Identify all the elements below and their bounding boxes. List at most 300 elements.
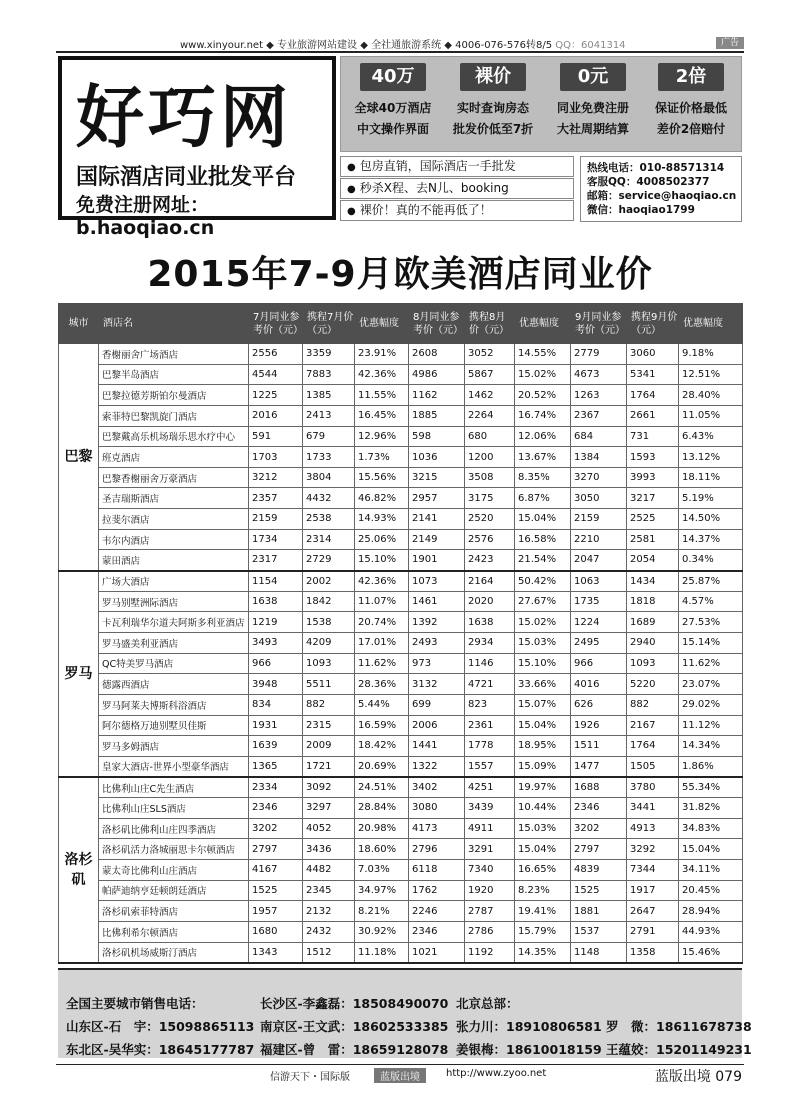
price-cell: 2345 [303, 880, 355, 901]
table-row [59, 467, 743, 488]
price-cell: 3212 [249, 467, 303, 488]
hotel-name-cell: 拉斐尔酒店 [99, 509, 249, 530]
price-cell: 679 [303, 426, 355, 447]
price-cell: 27.67% [515, 591, 571, 612]
price-cell: 4052 [303, 818, 355, 839]
price-cell: 3993 [627, 467, 679, 488]
sales-heading: 全国主要城市销售电话： [66, 996, 204, 1011]
price-cell: 1385 [303, 385, 355, 406]
price-cell: 591 [249, 426, 303, 447]
price-cell: 3132 [409, 674, 465, 695]
price-cell: 11.18% [355, 942, 409, 963]
price-cell: 1764 [627, 385, 679, 406]
price-cell: 4721 [465, 674, 515, 695]
table-row [59, 777, 743, 798]
price-cell: 2346 [409, 921, 465, 942]
table-row [59, 839, 743, 860]
price-cell: 18.95% [515, 736, 571, 757]
price-cell: 1162 [409, 385, 465, 406]
feature-4 [643, 63, 739, 137]
price-cell: 14.34% [679, 736, 743, 757]
price-cell: 684 [571, 426, 627, 447]
price-cell: 1557 [465, 756, 515, 777]
table-body [59, 344, 743, 963]
price-cell: 3092 [303, 777, 355, 798]
price-cell: 2264 [465, 405, 515, 426]
price-cell: 15.03% [515, 818, 571, 839]
price-cell: 1638 [249, 591, 303, 612]
hotel-name-cell: 蒙田酒店 [99, 550, 249, 571]
price-cell: 3297 [303, 798, 355, 819]
price-cell: 16.59% [355, 715, 409, 736]
price-cell: 1.86% [679, 756, 743, 777]
table-row [59, 901, 743, 922]
price-cell: 28.84% [355, 798, 409, 819]
price-cell: 2047 [571, 550, 627, 571]
price-cell: 15.02% [515, 364, 571, 385]
price-cell: 1734 [249, 529, 303, 550]
price-cell: 2786 [465, 921, 515, 942]
feature-line1: 同业免费注册 [556, 101, 629, 115]
table-row [59, 550, 743, 571]
sales-contact: 长沙区-李鑫磊：18508490070 [260, 996, 449, 1011]
price-cell: 3217 [627, 488, 679, 509]
header-info-line [180, 36, 626, 51]
feature-line1: 保证价格最低 [654, 101, 727, 115]
feature-line2: 大社周期结算 [556, 122, 629, 136]
hotel-name-cell: 洛杉矶比佛利山庄四季酒店 [99, 818, 249, 839]
price-cell: 1343 [249, 942, 303, 963]
feature-head: 裸价 [460, 63, 526, 91]
hotel-name-cell: 广场大酒店 [99, 571, 249, 592]
price-cell: 4167 [249, 860, 303, 881]
price-cell: 42.36% [355, 364, 409, 385]
price-cell: 15.79% [515, 921, 571, 942]
price-cell: 15.04% [679, 839, 743, 860]
hotel-name-cell: 德露西酒店 [99, 674, 249, 695]
price-cell: 1931 [249, 715, 303, 736]
table-header-row [59, 304, 743, 344]
column-header: 8月同业参考价（元） [409, 304, 465, 344]
price-cell: 28.36% [355, 674, 409, 695]
price-cell: 16.65% [515, 860, 571, 881]
hotel-name-cell: 罗马阿莱夫博斯科浴酒店 [99, 694, 249, 715]
price-cell: 1358 [627, 942, 679, 963]
price-cell: 0.34% [679, 550, 743, 571]
price-cell: 12.51% [679, 364, 743, 385]
table-row [59, 591, 743, 612]
price-cell: 1917 [627, 880, 679, 901]
table-row [59, 488, 743, 509]
price-cell: 1322 [409, 756, 465, 777]
price-cell: 4251 [465, 777, 515, 798]
price-cell: 13.67% [515, 447, 571, 468]
price-cell: 1638 [465, 612, 515, 633]
price-cell: 2334 [249, 777, 303, 798]
bottom-divider [56, 1064, 744, 1065]
header-info-text: www.xinyour.net ◆ 专业旅游网站建设 ◆ 全社通旅游系统 ◆ 4006-076-576转8/5 [180, 40, 553, 51]
table-row [59, 612, 743, 633]
price-cell: 2016 [249, 405, 303, 426]
price-cell: 2006 [409, 715, 465, 736]
price-cell: 11.62% [355, 653, 409, 674]
price-cell: 1093 [303, 653, 355, 674]
hotel-name-cell: QC特美罗马酒店 [99, 653, 249, 674]
price-cell: 23.91% [355, 344, 409, 365]
price-cell: 23.07% [679, 674, 743, 695]
price-cell: 1920 [465, 880, 515, 901]
price-cell: 2132 [303, 901, 355, 922]
price-cell: 1063 [571, 571, 627, 592]
price-cell: 2940 [627, 632, 679, 653]
price-cell: 2317 [249, 550, 303, 571]
price-cell: 15.46% [679, 942, 743, 963]
price-cell: 2210 [571, 529, 627, 550]
price-cell: 3948 [249, 674, 303, 695]
price-cell: 2647 [627, 901, 679, 922]
contact-box [580, 156, 742, 222]
price-cell: 1764 [627, 736, 679, 757]
website-url: http://www.zyoo.net [446, 1068, 547, 1079]
table-row [59, 860, 743, 881]
feature-line1: 全球40万酒店 [354, 101, 432, 115]
column-header: 携程7月价（元） [303, 304, 355, 344]
price-cell: 1703 [249, 447, 303, 468]
price-cell: 2576 [465, 529, 515, 550]
price-cell: 9.18% [679, 344, 743, 365]
price-cell: 1818 [627, 591, 679, 612]
price-cell: 680 [465, 426, 515, 447]
price-cell: 2423 [465, 550, 515, 571]
price-cell: 2413 [303, 405, 355, 426]
contact-wechat: 微信：haoqiao1799 [587, 204, 695, 216]
price-cell: 42.36% [355, 571, 409, 592]
city-cell: 洛杉 矶 [59, 777, 99, 963]
price-table [58, 303, 743, 964]
hotel-name-cell: 洛杉矶机场威斯汀酒店 [99, 942, 249, 963]
price-cell: 2791 [627, 921, 679, 942]
publication-name: 信游天下・国际版 [270, 1072, 350, 1083]
sales-contact: 南京区-王文武：18602533385 [260, 1019, 449, 1034]
bullet-item: ● 包房直销，国际酒店一手批发 [340, 156, 574, 177]
table-row [59, 715, 743, 736]
price-cell: 731 [627, 426, 679, 447]
table-row [59, 818, 743, 839]
price-cell: 834 [249, 694, 303, 715]
sales-contacts [58, 968, 752, 1058]
price-cell: 11.62% [679, 653, 743, 674]
hotel-name-cell: 比佛利山庄SLS酒店 [99, 798, 249, 819]
table-row [59, 529, 743, 550]
price-cell: 19.97% [515, 777, 571, 798]
feature-line2: 中文操作界面 [356, 122, 429, 136]
price-cell: 1021 [409, 942, 465, 963]
price-cell: 2164 [465, 571, 515, 592]
price-cell: 4911 [465, 818, 515, 839]
price-cell: 1689 [627, 612, 679, 633]
price-cell: 14.35% [515, 942, 571, 963]
price-cell: 8.23% [515, 880, 571, 901]
price-cell: 966 [249, 653, 303, 674]
hotel-name-cell: 香榭丽舍广场酒店 [99, 344, 249, 365]
price-cell: 1733 [303, 447, 355, 468]
price-cell: 2934 [465, 632, 515, 653]
price-cell: 2796 [409, 839, 465, 860]
table-row [59, 798, 743, 819]
hotel-name-cell: 巴黎半岛酒店 [99, 364, 249, 385]
price-cell: 25.06% [355, 529, 409, 550]
hotel-name-cell: 比佛利山庄C先生酒店 [99, 777, 249, 798]
hotel-name-cell: 索菲特巴黎凯旋门酒店 [99, 405, 249, 426]
price-cell: 4544 [249, 364, 303, 385]
table-row [59, 694, 743, 715]
price-cell: 3439 [465, 798, 515, 819]
price-cell: 21.54% [515, 550, 571, 571]
table-row [59, 674, 743, 695]
feature-3 [545, 63, 641, 137]
price-cell: 1901 [409, 550, 465, 571]
price-cell: 882 [303, 694, 355, 715]
price-cell: 12.96% [355, 426, 409, 447]
price-cell: 2797 [249, 839, 303, 860]
page-number: 蓝版出境 079 [654, 1069, 742, 1085]
price-cell: 1263 [571, 385, 627, 406]
price-cell: 8.35% [515, 467, 571, 488]
price-cell: 1926 [571, 715, 627, 736]
hotel-name-cell: 阿尔德格万迪别墅贝佳斯 [99, 715, 249, 736]
sales-contact: 张力川：18910806581 [456, 1019, 602, 1034]
price-cell: 1735 [571, 591, 627, 612]
price-cell: 28.94% [679, 901, 743, 922]
price-cell: 3202 [249, 818, 303, 839]
price-cell: 15.10% [515, 653, 571, 674]
column-header: 携程8月价（元） [465, 304, 515, 344]
price-cell: 20.98% [355, 818, 409, 839]
price-cell: 2957 [409, 488, 465, 509]
column-header: 优惠幅度 [679, 304, 743, 344]
price-table-wrap [58, 303, 742, 964]
price-cell: 20.69% [355, 756, 409, 777]
price-cell: 3215 [409, 467, 465, 488]
price-cell: 44.93% [679, 921, 743, 942]
price-cell: 1384 [571, 447, 627, 468]
ad-tag: 广告 [716, 37, 744, 49]
price-cell: 4209 [303, 632, 355, 653]
table-row [59, 405, 743, 426]
price-cell: 2729 [303, 550, 355, 571]
hotel-name-cell: 罗马别墅洲际酒店 [99, 591, 249, 612]
table-row [59, 736, 743, 757]
price-cell: 34.97% [355, 880, 409, 901]
price-cell: 4482 [303, 860, 355, 881]
price-cell: 2246 [409, 901, 465, 922]
price-cell: 1525 [571, 880, 627, 901]
hotel-name-cell: 巴黎拉德芳斯铂尔曼酒店 [99, 385, 249, 406]
price-cell: 1512 [303, 942, 355, 963]
price-cell: 1073 [409, 571, 465, 592]
price-cell: 4432 [303, 488, 355, 509]
feature-line1: 实时查询房态 [456, 101, 529, 115]
price-cell: 7883 [303, 364, 355, 385]
price-cell: 17.01% [355, 632, 409, 653]
price-cell: 1680 [249, 921, 303, 942]
sales-contact: 山东区-石 宇：15098865113 [66, 1019, 255, 1034]
price-cell: 16.58% [515, 529, 571, 550]
price-cell: 18.42% [355, 736, 409, 757]
sales-contact: 罗 微：18611678738 [606, 1019, 752, 1034]
hotel-name-cell: 圣吉瑞斯酒店 [99, 488, 249, 509]
price-cell: 1146 [465, 653, 515, 674]
price-cell: 4.57% [679, 591, 743, 612]
price-cell: 15.10% [355, 550, 409, 571]
price-cell: 18.11% [679, 467, 743, 488]
contact-email: 邮箱：service@haoqiao.cn [587, 190, 737, 202]
price-cell: 1392 [409, 612, 465, 633]
price-cell: 3292 [627, 839, 679, 860]
hotel-name-cell: 韦尔内酒店 [99, 529, 249, 550]
price-cell: 11.55% [355, 385, 409, 406]
price-cell: 29.02% [679, 694, 743, 715]
logo-subtitle: 国际酒店同业批发平台 [76, 165, 297, 190]
hotel-name-cell: 卡瓦利瑞华尔道夫阿斯多利亚酒店 [99, 612, 249, 633]
price-cell: 1434 [627, 571, 679, 592]
price-cell: 2661 [627, 405, 679, 426]
price-cell: 16.74% [515, 405, 571, 426]
price-cell: 2141 [409, 509, 465, 530]
price-cell: 7340 [465, 860, 515, 881]
price-cell: 2346 [249, 798, 303, 819]
price-cell: 2346 [571, 798, 627, 819]
table-row [59, 426, 743, 447]
hotel-name-cell: 罗马多姆酒店 [99, 736, 249, 757]
price-cell: 1538 [303, 612, 355, 633]
city-cell: 罗马 [59, 571, 99, 777]
table-row [59, 364, 743, 385]
price-cell: 4839 [571, 860, 627, 881]
header-divider [56, 51, 744, 53]
price-cell: 2581 [627, 529, 679, 550]
hotel-name-cell: 罗马盛美利亚酒店 [99, 632, 249, 653]
price-cell: 1365 [249, 756, 303, 777]
price-cell: 3202 [571, 818, 627, 839]
table-row [59, 632, 743, 653]
price-cell: 25.87% [679, 571, 743, 592]
price-cell: 966 [571, 653, 627, 674]
table-row [59, 344, 743, 365]
table-row [59, 942, 743, 963]
price-cell: 5511 [303, 674, 355, 695]
price-cell: 5.19% [679, 488, 743, 509]
bullet-dot-icon: ● [347, 184, 356, 195]
price-cell: 11.12% [679, 715, 743, 736]
price-cell: 2493 [409, 632, 465, 653]
sales-contact: 东北区-吴华实：18645177787 [66, 1042, 255, 1057]
sales-contact: 姜银梅：18610018159 [456, 1042, 602, 1057]
price-cell: 1224 [571, 612, 627, 633]
bullet-item: ● 裸价！真的不能再低了！ [340, 200, 574, 221]
sales-contact: 王蕴姣：15201149231 [606, 1042, 752, 1057]
logo-url: 免费注册网址：b.haoqiao.cn [76, 194, 215, 239]
price-cell: 823 [465, 694, 515, 715]
column-header: 7月同业参考价（元） [249, 304, 303, 344]
feature-head: 2倍 [658, 63, 724, 91]
price-cell: 3402 [409, 777, 465, 798]
price-cell: 20.74% [355, 612, 409, 633]
table-row [59, 880, 743, 901]
column-header: 携程9月价（元） [627, 304, 679, 344]
hotel-name-cell: 洛杉矶活力洛城丽思卡尔顿酒店 [99, 839, 249, 860]
table-row [59, 653, 743, 674]
table-row [59, 756, 743, 777]
price-cell: 1537 [571, 921, 627, 942]
price-cell: 2361 [465, 715, 515, 736]
hotel-name-cell: 洛杉矶索菲特酒店 [99, 901, 249, 922]
price-cell: 2538 [303, 509, 355, 530]
price-cell: 1762 [409, 880, 465, 901]
price-cell: 6118 [409, 860, 465, 881]
bullet-dot-icon: ● [347, 206, 356, 217]
price-cell: 8.21% [355, 901, 409, 922]
price-cell: 1688 [571, 777, 627, 798]
hotel-name-cell: 皇家大酒店-世界小型豪华酒店 [99, 756, 249, 777]
price-cell: 10.44% [515, 798, 571, 819]
price-cell: 2149 [409, 529, 465, 550]
price-cell: 1721 [303, 756, 355, 777]
price-cell: 33.66% [515, 674, 571, 695]
price-cell: 699 [409, 694, 465, 715]
price-cell: 15.56% [355, 467, 409, 488]
price-cell: 12.06% [515, 426, 571, 447]
price-cell: 6.87% [515, 488, 571, 509]
price-cell: 2357 [249, 488, 303, 509]
price-cell: 973 [409, 653, 465, 674]
price-cell: 2002 [303, 571, 355, 592]
price-cell: 3050 [571, 488, 627, 509]
price-cell: 24.51% [355, 777, 409, 798]
price-cell: 2159 [249, 509, 303, 530]
price-cell: 15.02% [515, 612, 571, 633]
price-cell: 5341 [627, 364, 679, 385]
sales-contact: 北京总部： [456, 996, 519, 1011]
price-cell: 2020 [465, 591, 515, 612]
price-cell: 3080 [409, 798, 465, 819]
price-cell: 2314 [303, 529, 355, 550]
hotel-name-cell: 帕萨迪纳亨廷顿朗廷酒店 [99, 880, 249, 901]
price-cell: 7344 [627, 860, 679, 881]
price-cell: 2525 [627, 509, 679, 530]
hotel-name-cell: 巴黎戴高乐机场瑞乐思水疗中心 [99, 426, 249, 447]
price-cell: 2367 [571, 405, 627, 426]
price-cell: 4673 [571, 364, 627, 385]
price-cell: 2797 [571, 839, 627, 860]
price-cell: 3060 [627, 344, 679, 365]
price-cell: 2495 [571, 632, 627, 653]
price-cell: 2787 [465, 901, 515, 922]
price-cell: 16.45% [355, 405, 409, 426]
price-cell: 598 [409, 426, 465, 447]
price-cell: 46.82% [355, 488, 409, 509]
price-cell: 30.92% [355, 921, 409, 942]
column-header: 酒店名 [99, 304, 249, 344]
price-cell: 4986 [409, 364, 465, 385]
price-cell: 3291 [465, 839, 515, 860]
price-cell: 4173 [409, 818, 465, 839]
price-cell: 3270 [571, 467, 627, 488]
price-cell: 3441 [627, 798, 679, 819]
price-cell: 31.82% [679, 798, 743, 819]
price-cell: 3175 [465, 488, 515, 509]
price-cell: 2167 [627, 715, 679, 736]
